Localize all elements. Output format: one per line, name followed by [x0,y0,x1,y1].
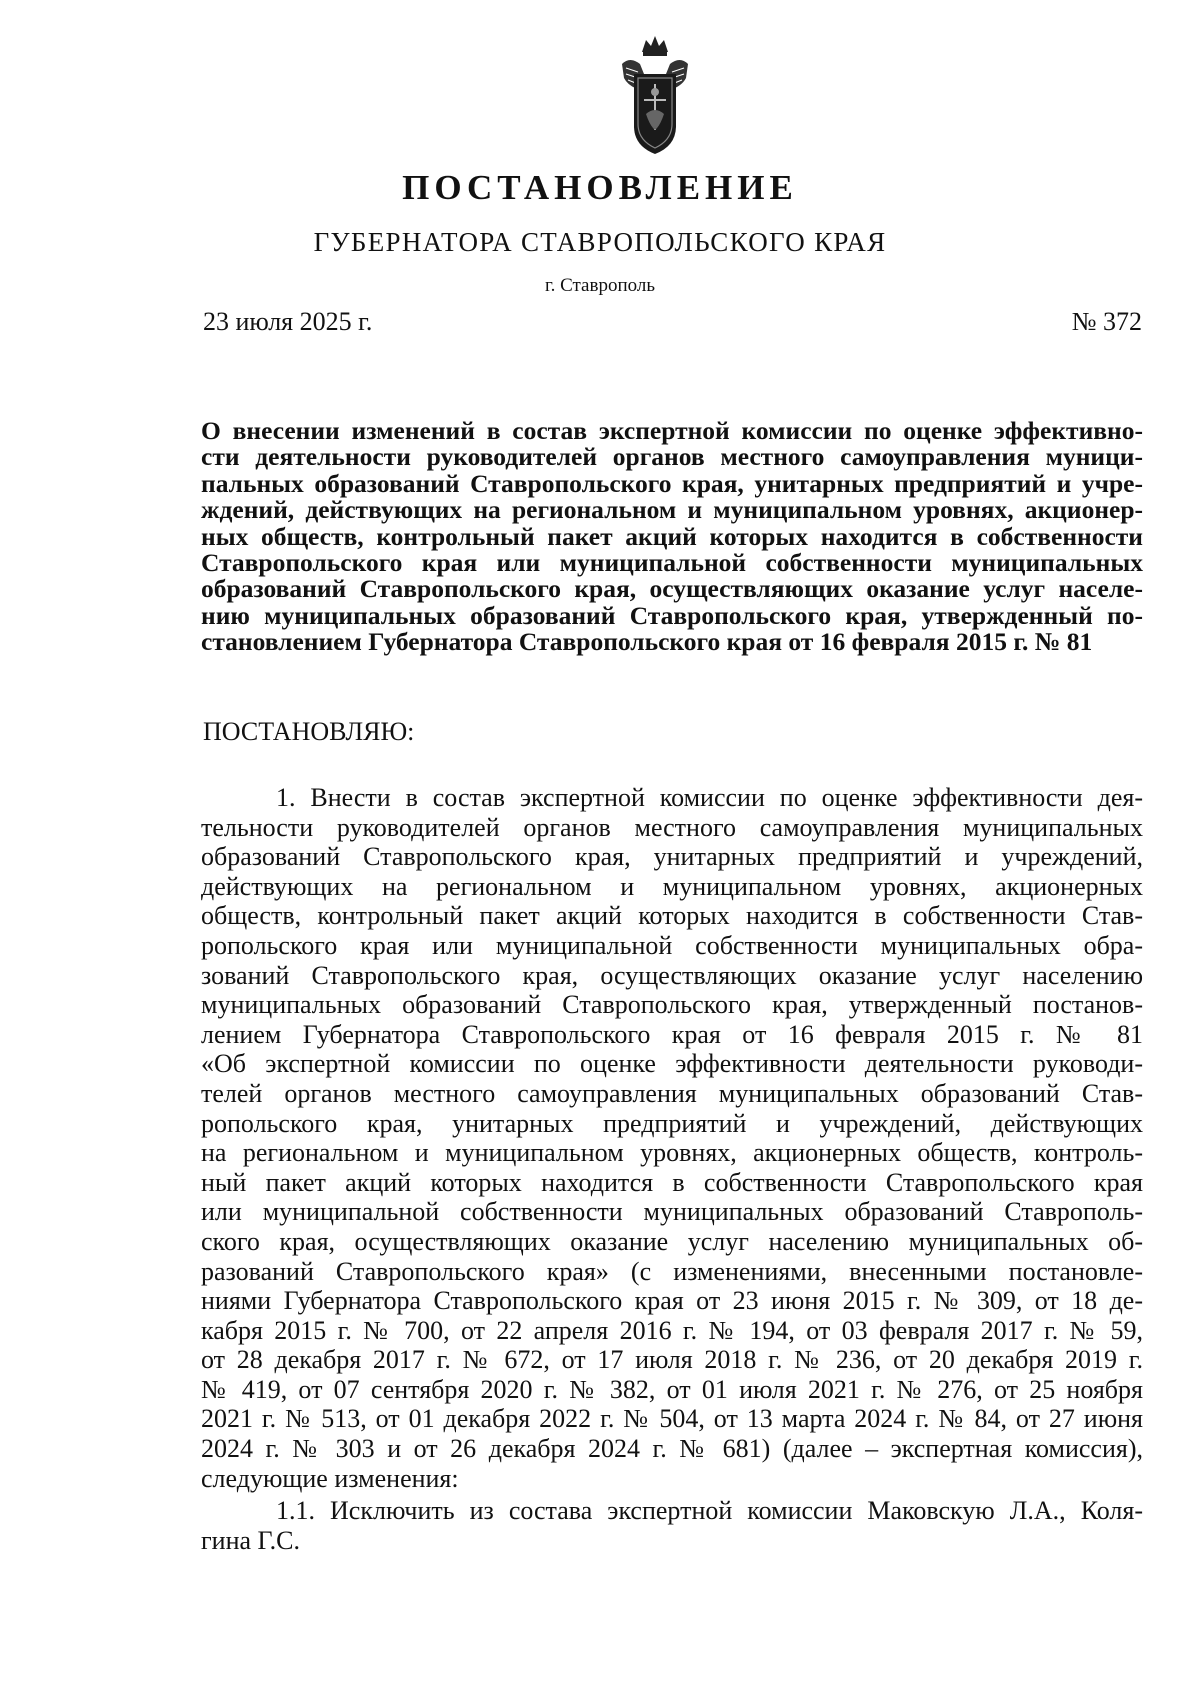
paragraph-line: образований Ставропольского края, унитарных предприятий и учреждений, [201,842,1143,872]
paragraph-line: муниципальных образований Ставропольского края, утвержденный постанов- [201,990,1143,1020]
document-type-title: ПОСТАНОВЛЕНИЕ [402,168,798,207]
subject-line: становлением Губернатора Ставропольского края от 16 февраля 2015 г. № 81 [201,627,1093,657]
document-date: 23 июля 2025 г. [203,307,373,336]
paragraph-1 [201,783,1143,1493]
paragraph-line: телей органов местного самоуправления муниципальных образований Став- [201,1078,1143,1108]
paragraph-line: кабря 2015 г. № 700, от 22 апреля 2016 г. № 194, от 03 февраля 2017 г. № 59, [201,1315,1143,1345]
subject-line: Ставропольского края или муниципальной собственности муниципальных [201,548,1143,578]
paragraph-line: гина Г.С. [201,1525,300,1555]
paragraph-line: № 419, от 07 сентября 2020 г. № 382, от 01 июля 2021 г. № 276, от 25 ноября [201,1374,1143,1404]
document-number: № 372 [1071,307,1142,336]
paragraph-line: зований Ставропольского края, осуществляющих оказание услуг населению [201,960,1143,990]
paragraph-line: обществ, контрольный пакет акций которых находится в собственности Став- [201,901,1143,931]
document-body [201,783,1143,1555]
paragraph-line: следующие изменения: [201,1463,459,1493]
paragraph-line: или муниципальной собственности муниципальных образований Ставрополь- [201,1197,1143,1227]
subject-line: ных обществ, контрольный пакет акций которых находится в собственности [201,521,1143,551]
stavropol-coat-of-arms-icon [618,34,692,160]
paragraph-line: 2021 г. № 513, от 01 декабря 2022 г. № 504, от 13 марта 2024 г. № 84, от 27 июня [201,1404,1143,1434]
paragraph-line: на региональном и муниципальном уровнях, акционерных обществ, контроль- [201,1138,1143,1168]
subject-line: пальных образований Ставропольского края, унитарных предприятий и учре- [201,468,1143,498]
paragraph-line: от 28 декабря 2017 г. № 672, от 17 июля 2018 г. № 236, от 20 декабря 2019 г. [201,1345,1143,1375]
paragraph-line: 1. Внести в состав экспертной комиссии по оценке эффективности дея- [276,783,1143,812]
subject-line: О внесении изменений в состав экспертной комиссии по оценке эффективно- [201,416,1143,445]
issuer-title: ГУБЕРНАТОРА СТАВРОПОЛЬСКОГО КРАЯ [313,227,887,257]
paragraph-line: ный пакет акций которых находится в собственности Ставропольского края [201,1167,1143,1197]
paragraph-line: тельности руководителей органов местного самоуправления муниципальных [201,812,1143,842]
paragraph-line: «Об экспертной комиссии по оценке эффективности деятельности руководи- [201,1049,1143,1079]
paragraph-line: ского края, осуществляющих оказание услуг населению муниципальных об- [201,1226,1143,1256]
paragraph-line: 2024 г. № 303 и от 26 декабря 2024 г. № 681) (далее – экспертная комиссия), [201,1434,1143,1464]
paragraph-line: ропольского края или муниципальной собственности муниципальных обра- [201,930,1143,960]
paragraph-line: разований Ставропольского края» (с изменениями, внесенными постановле- [201,1256,1143,1286]
paragraph-line: лением Губернатора Ставропольского края от 16 февраля 2015 г. № 81 [201,1019,1143,1049]
city-label: г. Ставрополь [544,275,656,296]
subject-line: сти деятельности руководителей органов местного самоуправления муници- [201,442,1143,472]
decree-word: ПОСТАНОВЛЯЮ: [203,717,415,746]
subject-line: ждений, действующих на региональном и муниципальном уровнях, акционер- [201,495,1143,525]
paragraph-line: действующих на региональном и муниципальном уровнях, акционерных [201,871,1143,901]
subject-line: образований Ставропольского края, осуществляющих оказание услуг населе- [201,574,1143,604]
paragraph-line: ниями Губернатора Ставропольского края от 23 июня 2015 г. № 309, от 18 де- [201,1286,1143,1316]
paragraph-1-1 [201,1496,1143,1555]
document-subject [201,418,1143,656]
subject-line: нию муниципальных образований Ставропольского края, утвержденный по- [201,600,1143,630]
paragraph-line: ропольского края, унитарных предприятий и учреждений, действующих [201,1108,1143,1138]
paragraph-line: 1.1. Исключить из состава экспертной комиссии Маковскую Л.А., Коля- [276,1496,1143,1526]
